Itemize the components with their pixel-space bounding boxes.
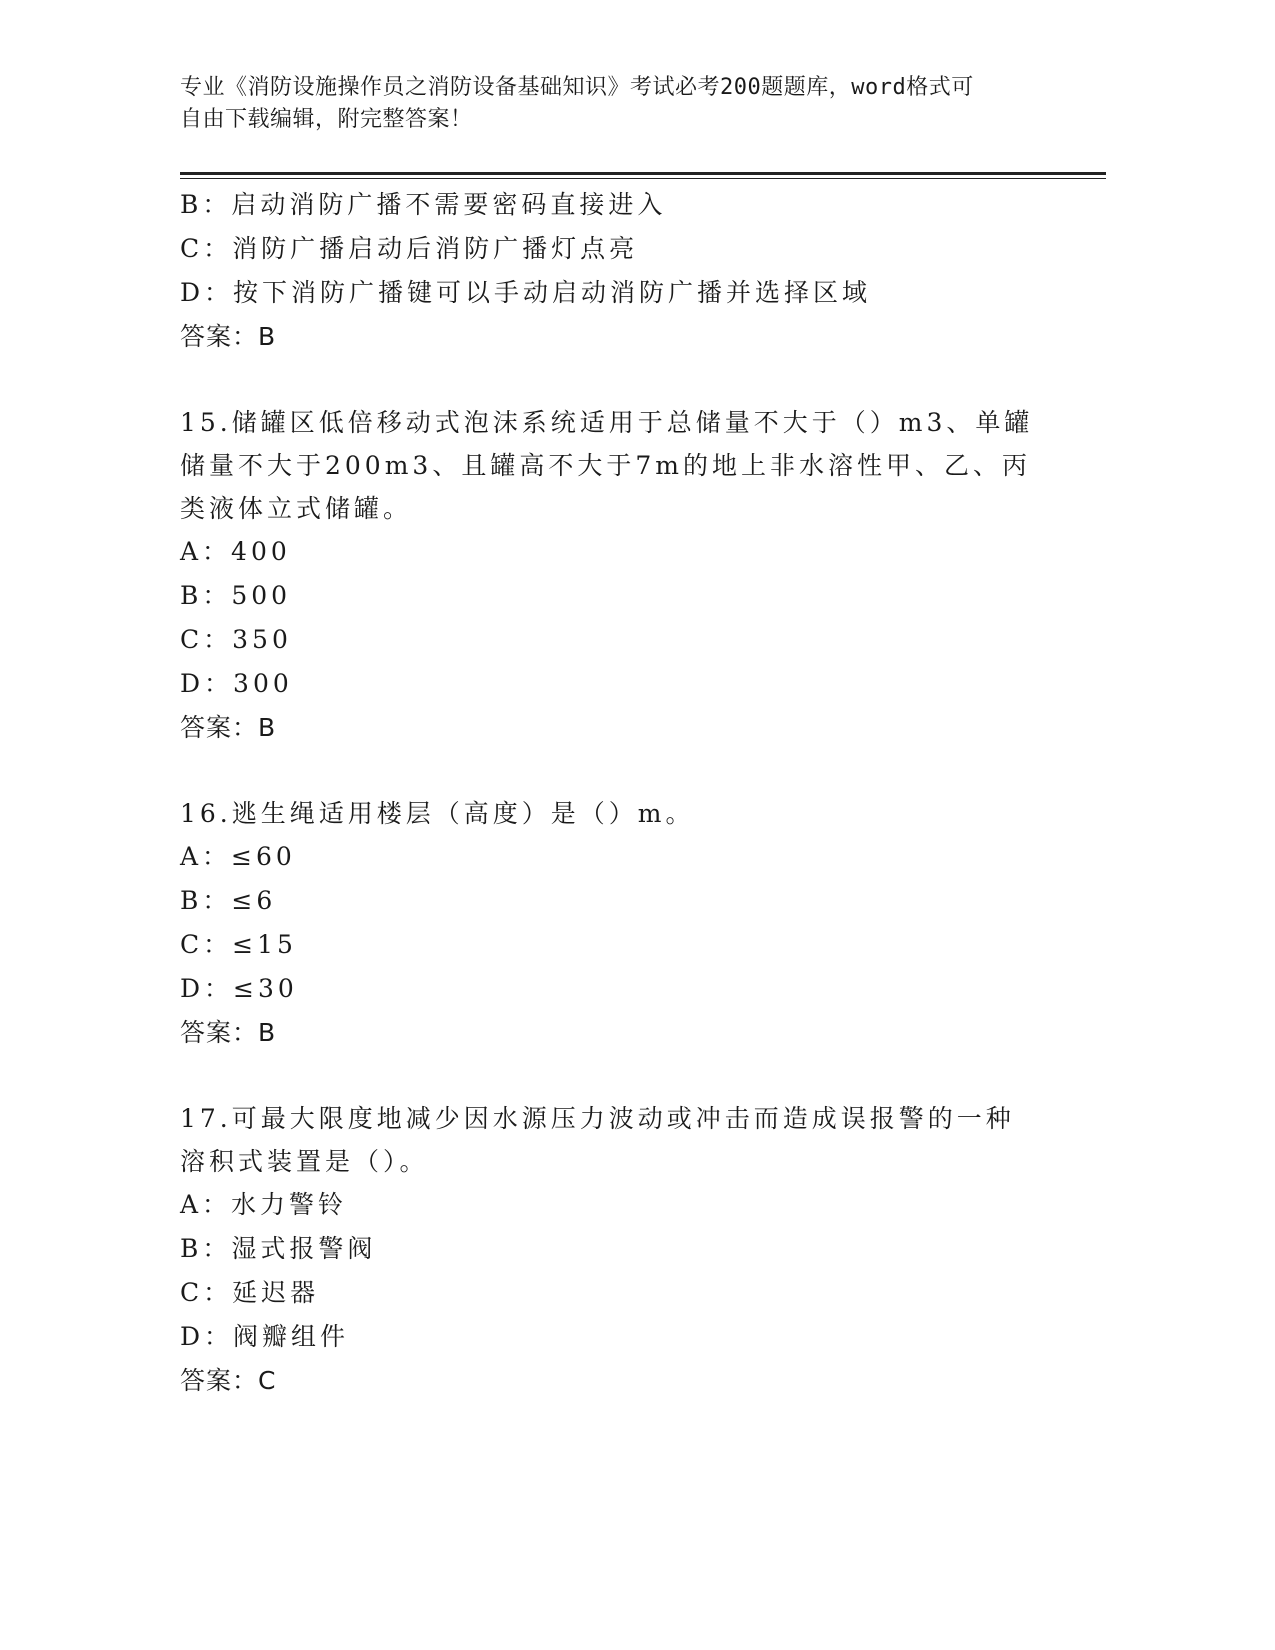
option-c: C：消防广播启动后消防广播灯点亮	[180, 234, 639, 263]
option-d: D：≤30	[180, 974, 298, 1003]
option-a: A：水力警铃	[180, 1190, 348, 1219]
question-stem: 15.储罐区低倍移动式泡沫系统适用于总储量不大于（）m3、单罐储量不大于200m3、且罐高不大于7m的地上非水溶性甲、乙、丙类液体立式储罐。	[180, 408, 1034, 523]
question-17	[180, 1097, 1040, 1403]
option-a: A：400	[180, 537, 291, 566]
question-16	[180, 792, 1040, 1055]
question-list	[180, 183, 1040, 1403]
option-c: C：350	[180, 625, 292, 654]
question-14-continued	[180, 183, 1040, 359]
answer-line: 答案：B	[180, 713, 277, 742]
answer-line: 答案：B	[180, 322, 277, 351]
option-c: C：延迟器	[180, 1278, 320, 1307]
option-b: B：≤6	[180, 886, 277, 915]
option-d: D：阀瓣组件	[180, 1322, 350, 1351]
answer-line: 答案：C	[180, 1366, 277, 1395]
document-header	[180, 72, 1060, 136]
option-c: C：≤15	[180, 930, 297, 959]
option-b: B：启动消防广播不需要密码直接进入	[180, 190, 667, 219]
header-title-line-1: 专业《消防设施操作员之消防设备基础知识》考试必考200题题库，word格式可	[180, 75, 974, 100]
header-divider-thin	[180, 178, 1106, 179]
option-b: B：500	[180, 581, 292, 610]
header-divider-thick	[180, 172, 1106, 175]
question-15	[180, 401, 1040, 750]
answer-line: 答案：B	[180, 1018, 277, 1047]
option-b: B：湿式报警阀	[180, 1234, 377, 1263]
option-d: D：300	[180, 669, 293, 698]
option-a: A：≤60	[180, 842, 296, 871]
header-title-line-2: 自由下载编辑，附完整答案！	[180, 107, 473, 132]
question-stem: 16.逃生绳适用楼层（高度）是（）m。	[180, 799, 695, 828]
option-d: D：按下消防广播键可以手动启动消防广播并选择区域	[180, 278, 872, 307]
question-stem: 17.可最大限度地减少因水源压力波动或冲击而造成误报警的一种溶积式装置是（）。	[180, 1104, 1015, 1176]
